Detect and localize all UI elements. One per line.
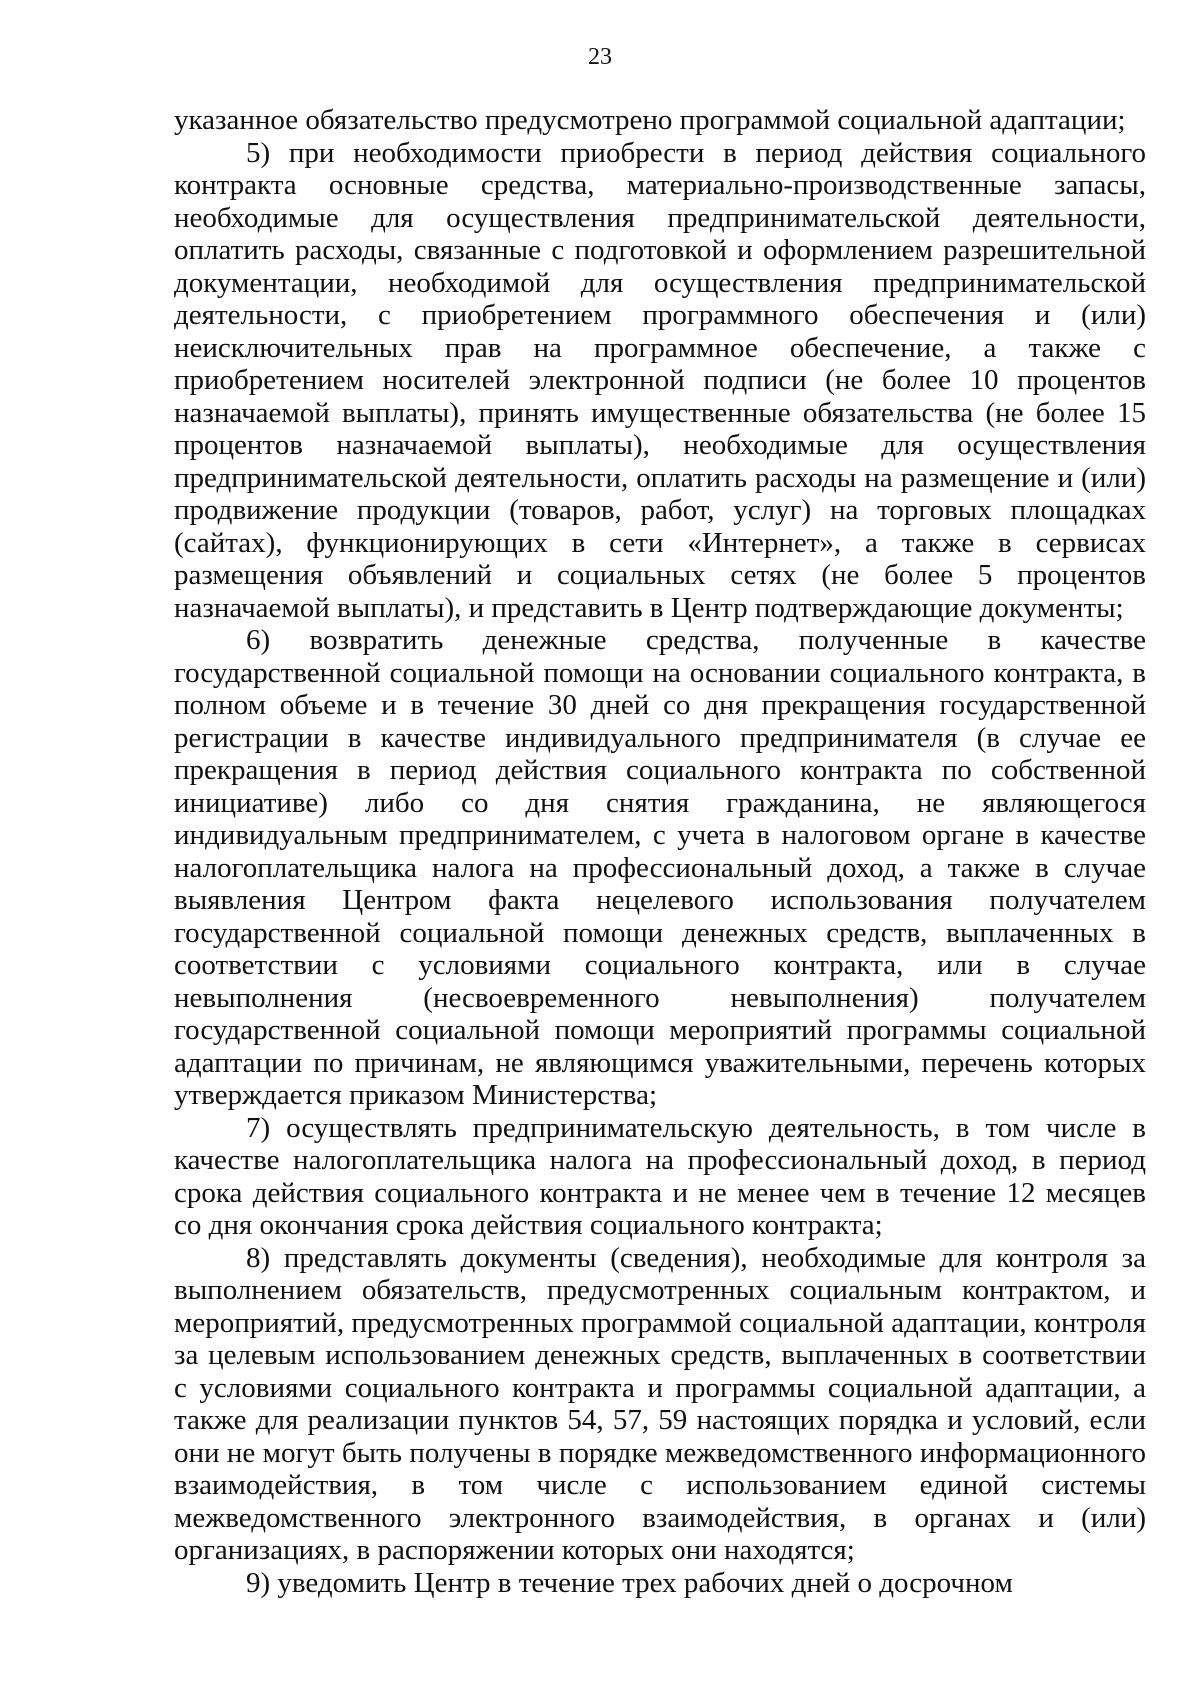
- paragraph-item-6: 6) возвратить денежные средства, полученные в качестве государственной социальной помощи на основании социального контракта, в полном объеме и в течение 30 дней со дня прекращения государственной регистрации в качестве индивидуального предпринимателя (в случае ее прекращения в период действия социального контракта по собственной инициативе) либо со дня снятия гражданина, не являющегося индивидуальным предпринимателем, с учета в налоговом органе в качестве налогоплательщика налога на профессиональный доход, а также в случае выявления Центром факта нецелевого использования получателем государственной социальной помощи денежных средств, выплаченных в соответствии с условиями социального контракта, или в случае невыполнения (несвоевременного невыполнения) получателем государственной социальной помощи мероприятий программы социальной адаптации по причинам, не являющимся уважительными, перечень которых утверждается приказом Министерства;: [174, 624, 1146, 1111]
- paragraph-item-8: 8) представлять документы (сведения), необходимые для контроля за выполнением обязательств, предусмотренных социальным контрактом, и мероприятий, предусмотренных программой социальной адаптации, контроля за целевым использованием денежных средств, выплаченных в соответствии с условиями социального контракта и программы социальной адаптации, а также для реализации пунктов 54, 57, 59 настоящих порядка и условий, если они не могут быть получены в порядке межведомственного информационного взаимодействия, в том числе с использованием единой системы межведомственного электронного взаимодействия, в органах и (или) организациях, в распоряжении которых они находятся;: [174, 1241, 1146, 1566]
- document-body: [174, 104, 1146, 1599]
- paragraph-item-7: 7) осуществлять предпринимательскую деятельность, в том числе в качестве налогоплательщика налога на профессиональный доход, в период срока действия социального контракта и не менее чем в течение 12 месяцев со дня окончания срока действия социального контракта;: [174, 1111, 1146, 1241]
- page-number: 23: [588, 44, 612, 70]
- paragraph-item-5: 5) при необходимости приобрести в период действия социального контракта основные средства, материально-производственные запасы, необходимые для осуществления предпринимательской деятельности, оплатить расходы, связанные с подготовкой и оформлением разрешительной документации, необходимой для осуществления предпринимательской деятельности, с приобретением программного обеспечения и (или) неисключительных прав на программное обеспечение, а также с приобретением носителей электронной подписи (не более 10 процентов назначаемой выплаты), принять имущественные обязательства (не более 15 процентов назначаемой выплаты), необходимые для осуществления предпринимательской деятельности, оплатить расходы на размещение и (или) продвижение продукции (товаров, работ, услуг) на торговых площадках (сайтах), функционирующих в сети «Интернет», а также в сервисах размещения объявлений и социальных сетях (не более 5 процентов назначаемой выплаты), и представить в Центр подтверждающие документы;: [174, 136, 1146, 624]
- paragraph-item-9: 9) уведомить Центр в течение трех рабочих дней о досрочном: [246, 1566, 1013, 1599]
- paragraph-continuation: указанное обязательство предусмотрено программой социальной адаптации;: [174, 104, 1126, 136]
